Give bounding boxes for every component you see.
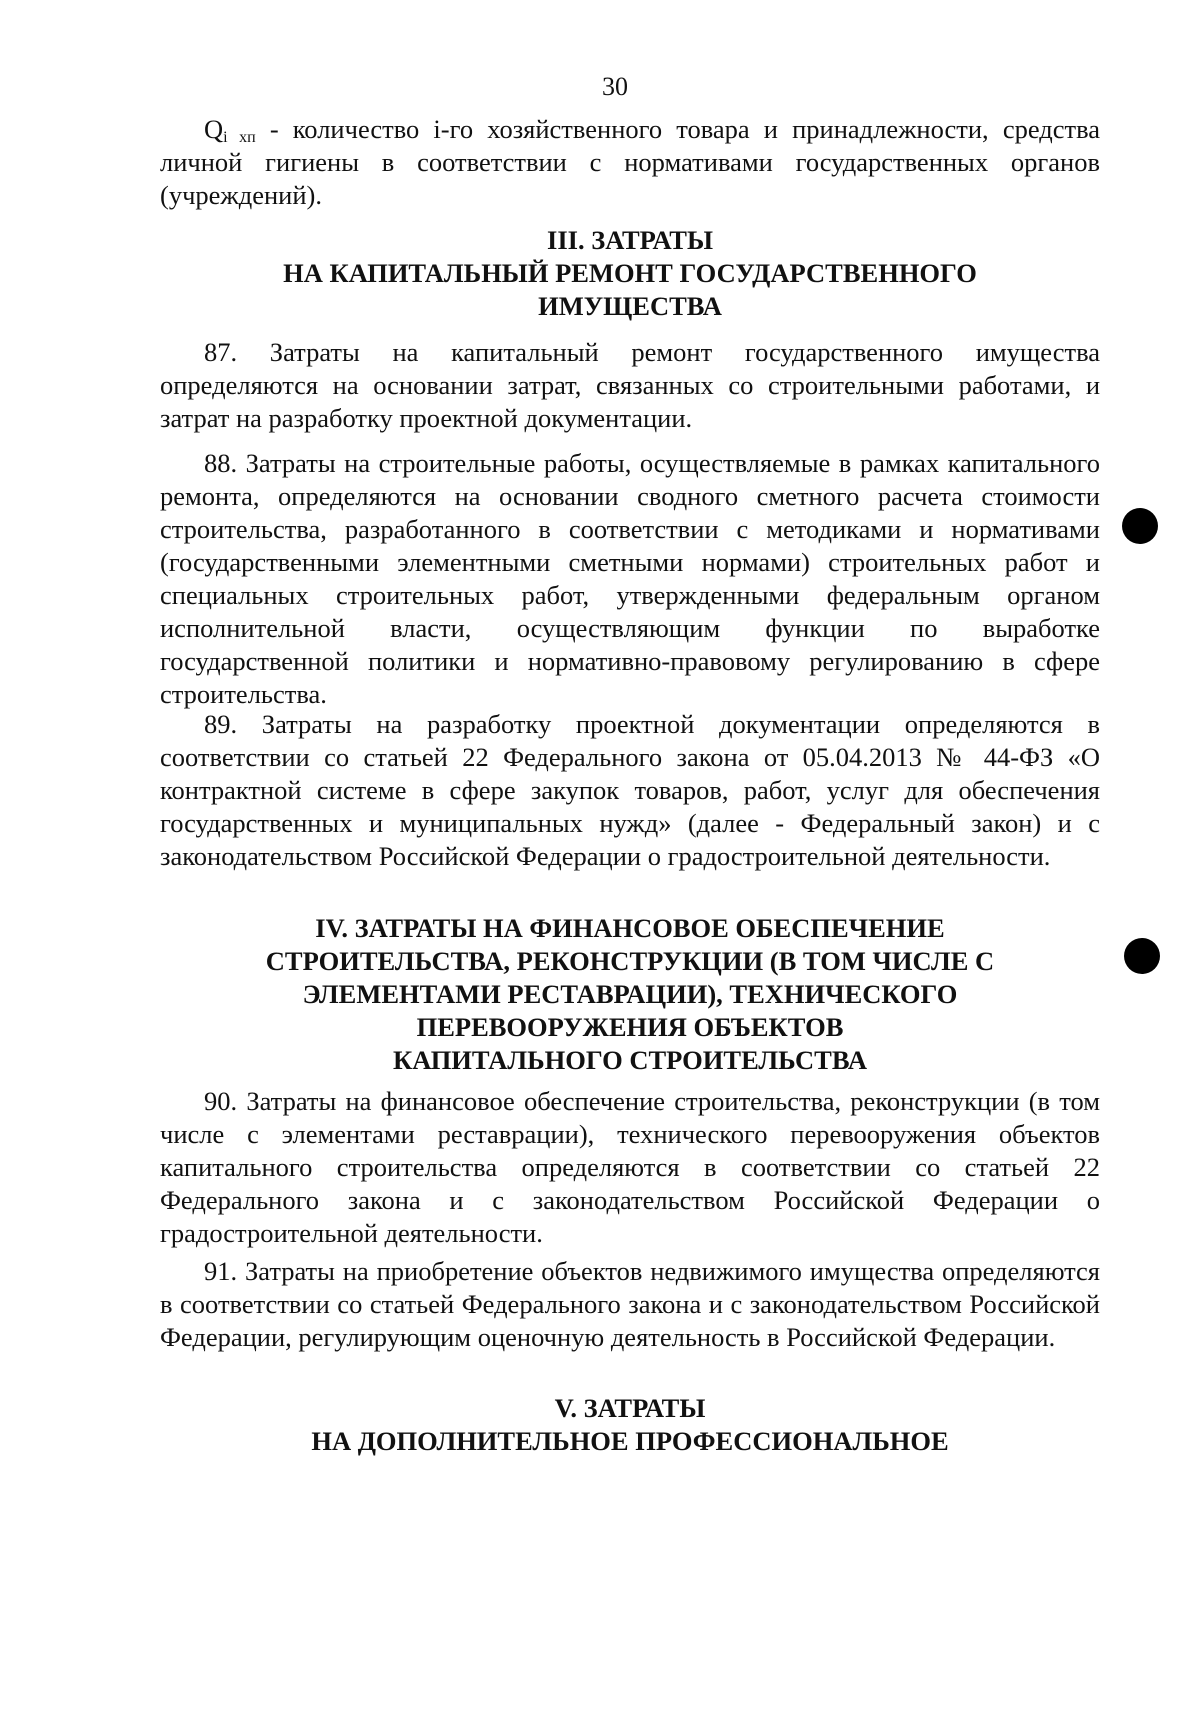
paragraph-91: 91. Затраты на приобретение объектов недвижимого имущества определяются в соответствии со статьей Федерального закона и с законодательством Российской Федерации, регулирующим оценочную деятельность в Российской Федерации.: [160, 1256, 1100, 1352]
heading-line: ЭЛЕМЕНТАМИ РЕСТАВРАЦИИ), ТЕХНИЧЕСКОГО: [302, 979, 958, 1009]
heading-line: III. ЗАТРАТЫ: [547, 225, 713, 255]
section-3-heading: [160, 224, 1100, 323]
heading-line: ИМУЩЕСТВА: [538, 291, 722, 321]
page-number: 30: [602, 72, 628, 101]
paragraph-89: 89. Затраты на разработку проектной документации определяются в соответствии со статьей 22 Федерального закона от 05.04.2013 № 44-ФЗ «О контрактной системе в сфере закупок товаров, работ, услуг для обеспечения государственных и муниципальных нужд» (далее - Федеральный закон) и с законодательством Российской Федерации о градостроительной деятельности.: [160, 709, 1100, 871]
paragraph-88: 88. Затраты на строительные работы, осуществляемые в рамках капитального ремонта, определяются на основании сводного сметного расчета стоимости строительства, разработанного в соответствии с методиками и нормативами (государственными элементными сметными нормами) строительных работ и специальных строительных работ, утвержденными федеральным органом исполнительной власти, осуществляющим функции по выработке государственной политики и нормативно-правовому регулированию в сфере строительства.: [160, 448, 1100, 709]
formula-subscript: i хп: [223, 129, 256, 146]
heading-line: НА ДОПОЛНИТЕЛЬНОЕ ПРОФЕССИОНАЛЬНОЕ: [311, 1426, 949, 1456]
punch-hole-mark: [1124, 938, 1160, 974]
heading-line: IV. ЗАТРАТЫ НА ФИНАНСОВОЕ ОБЕСПЕЧЕНИЕ: [315, 913, 945, 943]
heading-line: НА КАПИТАЛЬНЫЙ РЕМОНТ ГОСУДАРСТВЕННОГО: [283, 258, 977, 288]
intro-text: - количество i-го хозяйственного товара и принадлежности, средства личной гигиены в соответствии с нормативами государственных органов (учреждений).: [160, 114, 1100, 210]
formula-symbol: Q: [204, 114, 224, 144]
heading-line: ПЕРЕВООРУЖЕНИЯ ОБЪЕКТОВ: [416, 1012, 844, 1042]
heading-line: КАПИТАЛЬНОГО СТРОИТЕЛЬСТВА: [393, 1045, 867, 1075]
paragraph-87: 87. Затраты на капитальный ремонт государственного имущества определяются на основании затрат, связанных со строительными работами, и затрат на разработку проектной документации.: [160, 337, 1100, 433]
paragraph-90: 90. Затраты на финансовое обеспечение строительства, реконструкции (в том числе с элементами реставрации), технического перевооружения объектов капитального строительства определяются в соответствии со статьей 22 Федерального закона и с законодательством Российской Федерации о градостроительной деятельности.: [160, 1086, 1100, 1248]
section-4-heading: [160, 912, 1100, 1077]
heading-line: СТРОИТЕЛЬСТВА, РЕКОНСТРУКЦИИ (В ТОМ ЧИСЛЕ С: [265, 946, 995, 976]
heading-line: V. ЗАТРАТЫ: [554, 1393, 706, 1423]
section-5-heading: [160, 1392, 1100, 1458]
punch-hole-mark: [1122, 508, 1158, 544]
intro-paragraph: [160, 113, 1100, 212]
